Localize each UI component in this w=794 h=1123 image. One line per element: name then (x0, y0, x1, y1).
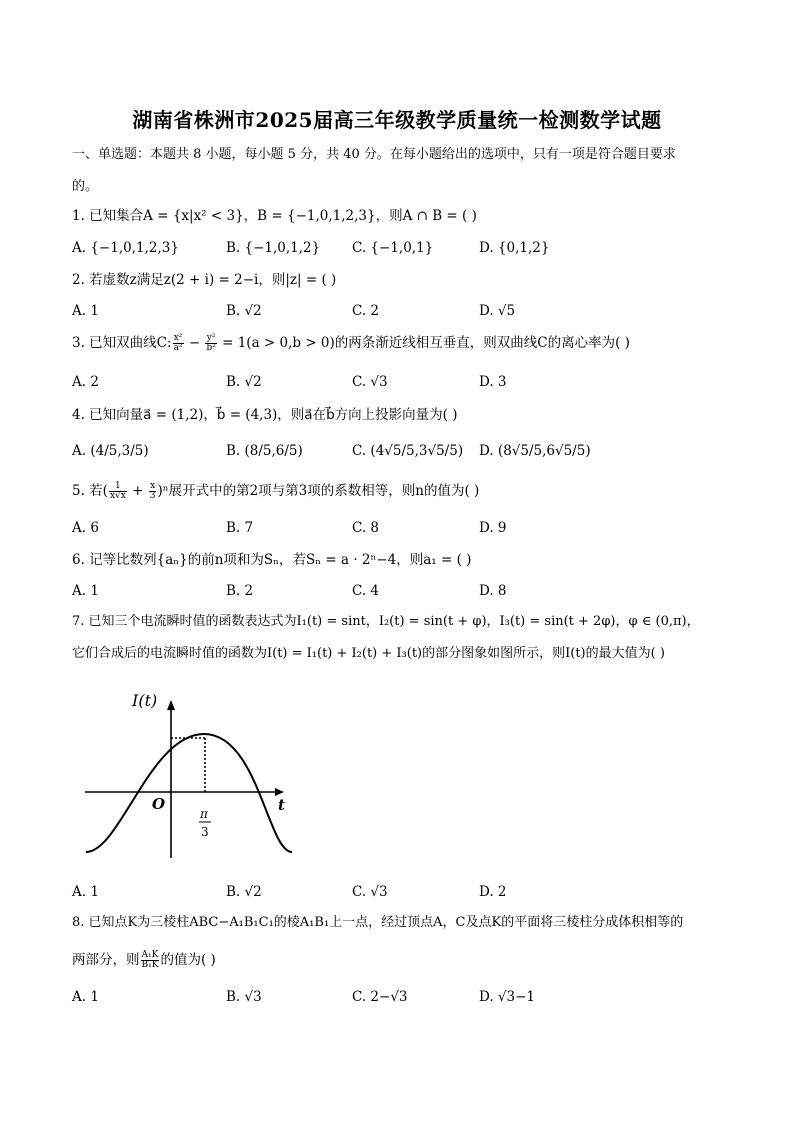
question-5-option-a: A. 6 (72, 520, 99, 536)
question-2-option-b: B. √2 (226, 303, 262, 319)
tick-pi-numerator: π (200, 807, 208, 821)
q3-minus: − (184, 335, 205, 351)
question-8-option-b: B. √3 (226, 989, 262, 1005)
question-8-option-c: C. 2−√3 (352, 989, 408, 1005)
question-8-option-a: A. 1 (72, 989, 99, 1005)
question-8-stem-line2 (72, 951, 216, 970)
q5-stem-prefix: 5. 若( (72, 483, 108, 499)
q3-fraction-y: $\frac{\text{y²}}{\text{b²}}$ (206, 333, 216, 353)
question-7-option-d: D. 2 (479, 884, 507, 900)
question-3-option-a: A. 2 (72, 374, 99, 390)
x-axis-label: t (278, 796, 285, 814)
question-4-option-a: A. (4/5,3/5) (72, 443, 149, 459)
question-1-stem: 1. 已知集合A = {x|x² < 3}，B = {−1,0,1,2,3}，则A ∩ B = ( ) (72, 208, 477, 224)
sine-curve (86, 734, 292, 852)
question-7-option-c: C. √3 (352, 884, 388, 900)
origin-label: O (152, 795, 166, 813)
q8-stem-prefix: 两部分，则 (72, 952, 140, 968)
question-7-option-a: A. 1 (72, 884, 99, 900)
question-2-stem: 2. 若虚数z满足z(2 + i) = 2−i，则|z| = ( ) (72, 272, 337, 288)
y-axis-label: I(t) (132, 691, 158, 710)
page-title: 湖南省株洲市2025届高三年级教学质量统一检测数学试题 (132, 108, 662, 132)
tick-pi-denominator: 3 (201, 825, 209, 839)
question-8-stem-line1: 8. 已知点K为三棱柱ABC−A₁B₁C₁的棱A₁B₁上一点，经过顶点A，C及点K的平面将三棱柱分成体积相等的 (72, 915, 684, 930)
question-6-option-b: B. 2 (226, 583, 254, 599)
q3-stem-prefix: 3. 已知双曲线C: (72, 335, 172, 351)
question-2-option-c: C. 2 (352, 303, 380, 319)
q5-stem-suffix: )ⁿ展开式中的第2项与第3项的系数相等，则n的值为( ) (157, 483, 480, 499)
question-6-option-d: D. 8 (479, 583, 507, 599)
q5-fraction-2: $\frac{x}{3}$ (149, 481, 156, 501)
question-2-option-a: A. 1 (72, 303, 99, 319)
question-6-option-a: A. 1 (72, 583, 99, 599)
question-4-stem: 4. 已知向量a⃗ = (1,2)，b⃗ = (4,3)，则a⃗在b⃗方向上投影向量为( ) (72, 407, 458, 423)
question-6-option-c: C. 4 (352, 583, 380, 599)
question-3-stem (72, 334, 630, 353)
section-instructions-line1: 一、单选题：本题共 8 小题，每小题 5 分，共 40 分。在每小题给出的选项中，只有一项是符合题目要求 (72, 147, 676, 162)
question-4-option-d: D. (8√5/5,6√5/5) (479, 443, 591, 459)
question-6-stem: 6. 记等比数列{aₙ}的前n项和为Sₙ，若Sₙ = a · 2ⁿ−4，则a₁ = ( ) (72, 552, 472, 568)
q3-fraction-x: $\frac{\text{x²}}{\text{a²}}$ (173, 333, 183, 353)
question-7-option-b: B. √2 (226, 884, 262, 900)
question-8-option-d: D. √3−1 (479, 989, 536, 1005)
section-instructions-line2: 的。 (72, 179, 99, 194)
question-4-option-c: C. (4√5/5,3√5/5) (352, 443, 464, 459)
current-function-graph (80, 686, 300, 866)
question-3-option-b: B. √2 (226, 374, 262, 390)
q5-plus: + (127, 483, 148, 499)
question-5-option-b: B. 7 (226, 520, 254, 536)
question-1-option-c: C. {−1,0,1} (352, 240, 434, 256)
q3-stem-suffix: = 1(a > 0,b > 0)的两条渐近线相互垂直，则双曲线C的离心率为( ) (217, 335, 630, 351)
question-7-stem-line1: 7. 已知三个电流瞬时值的函数表达式为I₁(t) = sint，I₂(t) = sin(t + φ)，I₃(t) = sin(t + 2φ)，φ ∈ (0,π)， (72, 614, 700, 629)
question-3-option-c: C. √3 (352, 374, 388, 390)
q5-fraction-1: $\frac{1}{x√x}$ (109, 481, 126, 501)
question-1-option-d: D. {0,1,2} (479, 240, 550, 256)
question-5-stem (72, 482, 479, 501)
question-1-option-a: A. {−1,0,1,2,3} (72, 240, 179, 256)
y-axis-arrow-icon (167, 700, 175, 710)
q8-fraction: $\frac{\text{A₁K}}{\text{B₁K}}$ (141, 950, 159, 970)
question-7-stem-line2: 它们合成后的电流瞬时值的函数为I(t) = I₁(t) + I₂(t) + I₃(t)的部分图象如图所示，则I(t)的最大值为( ) (72, 646, 665, 661)
question-2-option-d: D. √5 (479, 303, 516, 319)
question-1-option-b: B. {−1,0,1,2} (226, 240, 321, 256)
q8-stem-suffix: 的值为( ) (160, 952, 216, 968)
question-5-option-d: D. 9 (479, 520, 507, 536)
question-3-option-d: D. 3 (479, 374, 507, 390)
x-axis-arrow-icon (275, 788, 284, 796)
question-5-option-c: C. 8 (352, 520, 380, 536)
question-4-option-b: B. (8/5,6/5) (226, 443, 303, 459)
